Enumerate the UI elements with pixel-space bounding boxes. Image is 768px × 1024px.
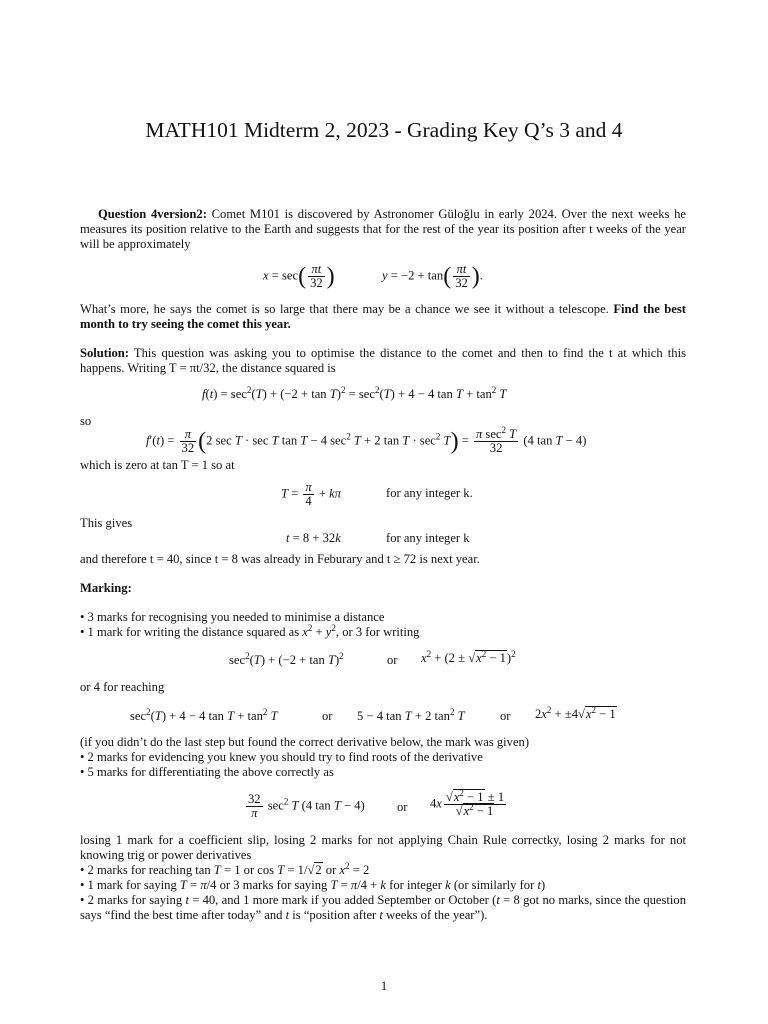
gives-text: This gives xyxy=(80,516,133,530)
or-label-3: or xyxy=(500,709,511,723)
marking-bullet-3: • 2 marks for evidencing you knew you should try to find roots of the derivative xyxy=(80,750,483,764)
marking-bullet-4: • 5 marks for differentiating the above correctly as xyxy=(80,765,334,779)
question-label: Question 4version2: xyxy=(98,207,207,221)
or4-text: or 4 for reaching xyxy=(80,680,165,694)
or-label-4: or xyxy=(397,800,408,814)
equation-b1: $\sec^2(T) + 4 - 4$ $\tan T + \tan^2 T$ xyxy=(130,707,278,723)
conclusion-text: and therefore t = 40, since t = 8 was already in Feburary and t ≥ 72 is next year. xyxy=(80,552,480,566)
followup-task: Find the best month to try seeing the comet this year. xyxy=(80,302,686,332)
losing-text: losing 1 mark for a coefficient slip, losing 2 marks for not applying Chain Rule correctky, losing 2 marks for not knowing trig or power derivatives xyxy=(80,833,686,863)
marking-bullet-5: • 2 marks for reaching tan T = 1 or cos T = 1/√2 or $x^2 = 2$ xyxy=(80,861,370,877)
marking-heading: Marking: xyxy=(80,581,132,595)
or-label-1: or xyxy=(387,653,398,667)
solution-label: Solution: xyxy=(80,346,129,360)
so-text: so xyxy=(80,414,92,428)
equation-y: y = −2 + tan( $\frac{\pi t}{32}$ ). xyxy=(382,262,483,290)
solution-text: This question was asking you to optimise the distance to the comet and then to find the t at which this happens. Writing T = πt/32, the distance squared is xyxy=(80,346,686,376)
page-number: 1 xyxy=(380,979,388,993)
marking-bullet-6: • 1 mark for saying T = π/4 or 3 marks for saying T = π/4 + k for integer k (or similarly for t) xyxy=(80,878,546,892)
equation-T-note: for any integer k. xyxy=(386,486,473,500)
marking-bullet-7: • 2 marks for saying t = 40, and 1 more mark if you added September or October (t = 8 got no marks, since the question says “find the best time after today” and t is “position after t weeks of the year”). xyxy=(80,893,687,923)
or-label-2: or xyxy=(322,709,333,723)
equation-f: $f(t) = \sec^2(T) + (-2 + \tan T)^2 = \sec^2(T) + 4 - 4$ $\tan T + \tan^2 T$ xyxy=(202,385,507,401)
equation-c1: $\frac{32}{\pi}$ $\sec^2 T$ (4 tan T − 4) xyxy=(248,792,365,820)
followup-text: What’s more, he says the comet is so large that there may be a chance we see it without a telescope. xyxy=(80,302,609,316)
zero-text: which is zero at tan T = 1 so at xyxy=(80,458,235,472)
question-text: Comet M101 is discovered by Astronomer Güloğlu in early 2024. Over the next weeks he measures its position relative to the Earth and suggests that for the rest of the year its position after t weeks of the year will be approximately xyxy=(80,207,686,252)
note-text: (if you didn’t do the last step but found the correct derivative below, the mark was given) xyxy=(80,735,530,749)
equation-b2: 5 − 4 tan T + 2 $\tan^2 T$ xyxy=(357,707,465,723)
question-paragraph xyxy=(80,207,686,253)
equation-x: x = sec( $\frac{\pi t}{32}$ ) xyxy=(263,262,335,290)
solution-paragraph xyxy=(80,346,686,376)
marking-bullet-1: • 3 marks for recognising you needed to minimise a distance xyxy=(80,610,385,624)
equation-a2: $x^2 + (2 \pm √x^2 - 1)^2$ xyxy=(421,649,516,665)
question-followup xyxy=(80,302,686,332)
equation-fprime: f′(t) = $\frac{\pi}{32}$ (2 sec T · sec T tan T − 4 $\sec^2 T + 2$ $\tan T \cdot \sec^2 T$) = $\frac{\pi \sec^2 T}{32}$ (4 tan T − 4) xyxy=(146,425,587,455)
page-title: MATH101 Midterm 2, 2023 - Grading Key Q’s 3 and 4 xyxy=(145,118,623,142)
equation-a1: $\sec^2(T) + (-2 + \tan T)^2$ xyxy=(229,651,344,667)
marking-bullet-2: • 1 mark for writing the distance squared as $x^2 + y^2$, or 3 for writing xyxy=(80,623,420,639)
equation-t: t = 8 + 32k xyxy=(286,531,341,545)
equation-b3: $2x^2 + \pm 4√x^2 - 1$ xyxy=(535,705,616,721)
equation-c2: 4x $\frac{√x^2 - 1 \pm 1}{√x^2 - 1}$ xyxy=(430,788,505,818)
equation-T: T = $\frac{\pi}{4}$ + kπ xyxy=(281,480,342,508)
equation-t-note: for any integer k xyxy=(386,531,470,545)
